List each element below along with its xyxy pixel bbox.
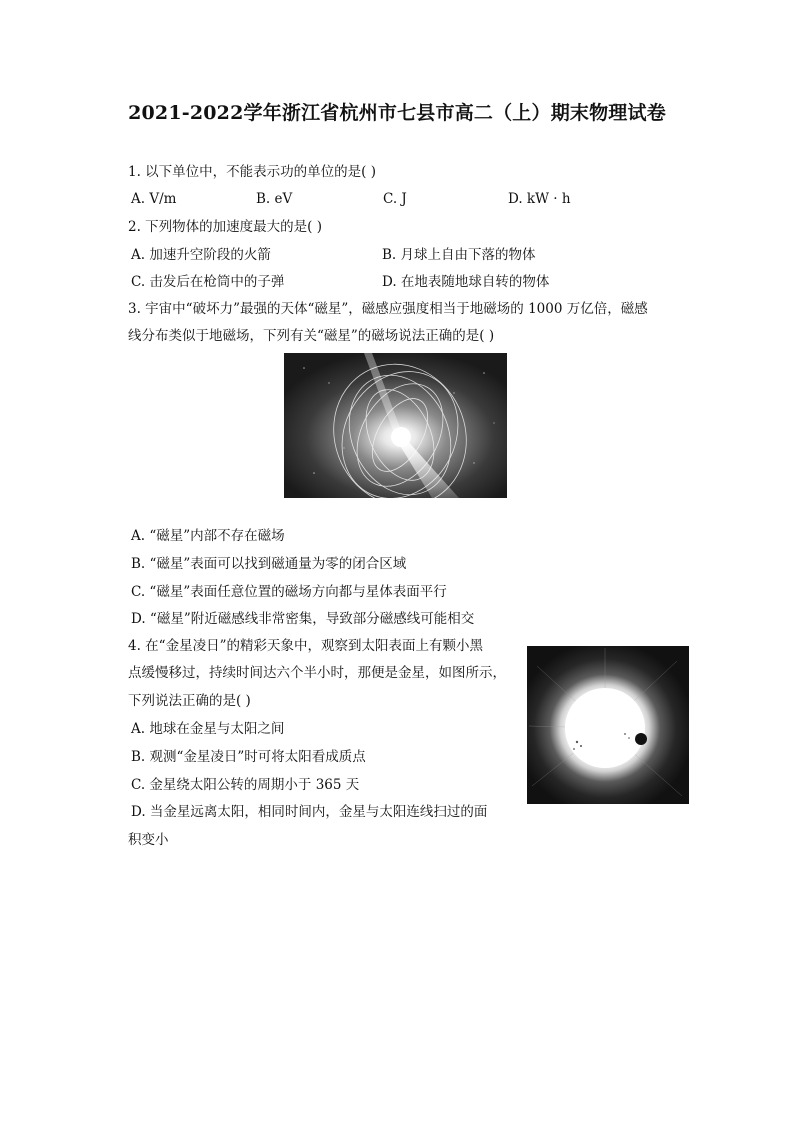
question-2-stem: 2. 下列物体的加速度最大的是( ) xyxy=(128,219,322,235)
q1-option-b: B. eV xyxy=(256,191,293,207)
question-1-stem: 1. 以下单位中，不能表示功的单位的是( ) xyxy=(128,164,376,180)
venus-transit-image xyxy=(527,646,689,804)
q4-option-c: C. 金星绕太阳公转的周期小于 365 天 xyxy=(131,777,360,793)
q3-option-a: A. “磁星”内部不存在磁场 xyxy=(131,528,285,544)
question-4-stem-line2: 点缓慢移过，持续时间达六个半小时，那便是金星，如图所示， xyxy=(128,665,506,681)
question-4-stem-line3: 下列说法正确的是( ) xyxy=(128,693,251,709)
q4-option-b: B. 观测“金星凌日”时可将太阳看成质点 xyxy=(131,749,366,765)
q2-option-d: D. 在地表随地球自转的物体 xyxy=(382,274,550,290)
q1-option-c: C. J xyxy=(383,191,407,207)
q1-option-a: A. V/m xyxy=(131,191,177,207)
question-3-stem-line2: 线分布类似于地磁场，下列有关“磁星”的磁场说法正确的是( ) xyxy=(128,328,495,344)
q4-option-d-line1: D. 当金星远离太阳，相同时间内，金星与太阳连线扫过的面 xyxy=(131,804,488,820)
q1-option-d: D. kW · h xyxy=(508,191,571,207)
question-4-stem-line1: 4. 在“金星凌日”的精彩天象中，观察到太阳表面上有颗小黑 xyxy=(128,638,483,654)
q4-option-a: A. 地球在金星与太阳之间 xyxy=(131,721,285,737)
magnetar-image xyxy=(284,353,507,498)
question-3-stem-line1: 3. 宇宙中“破坏力”最强的天体“磁星”，磁感应强度相当于地磁场的 1000 万亿倍，磁感 xyxy=(128,301,648,317)
q2-option-b: B. 月球上自由下落的物体 xyxy=(382,247,536,263)
q3-option-c: C. “磁星”表面任意位置的磁场方向都与星体表面平行 xyxy=(131,584,447,600)
q2-option-a: A. 加速升空阶段的火箭 xyxy=(131,247,271,263)
exam-title: 2021-2022学年浙江省杭州市七县市高二（上）期末物理试卷 xyxy=(128,102,666,124)
q3-option-d: D. “磁星”附近磁感线非常密集，导致部分磁感线可能相交 xyxy=(131,611,475,627)
q2-option-c: C. 击发后在枪筒中的子弹 xyxy=(131,274,285,290)
q4-option-d-line2: 积变小 xyxy=(128,832,169,848)
q3-option-b: B. “磁星”表面可以找到磁通量为零的闭合区域 xyxy=(131,556,407,572)
